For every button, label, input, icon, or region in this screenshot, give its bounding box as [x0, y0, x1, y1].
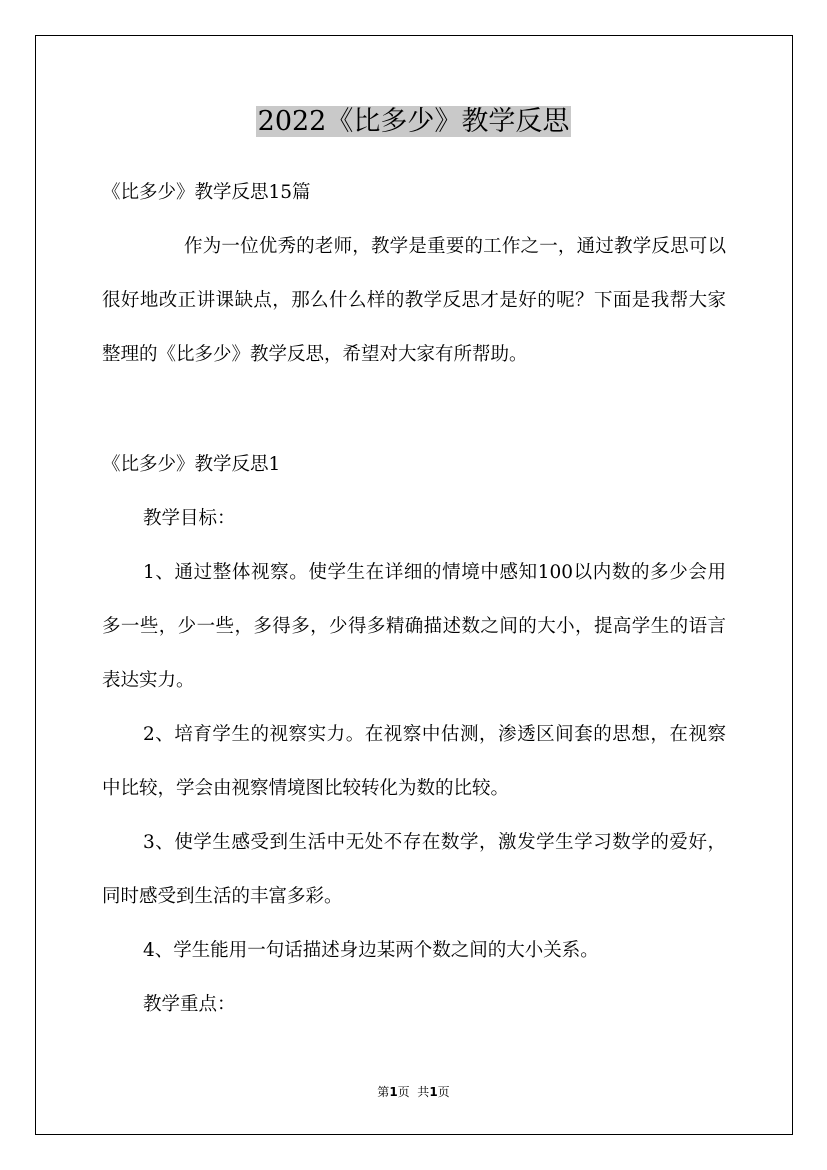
focus-label: 教学重点： — [143, 994, 236, 1015]
footer-mid: 页 共 — [397, 1085, 430, 1099]
document-subtitle: 《比多少》教学反思15篇 — [102, 182, 311, 203]
section-heading: 《比多少》教学反思1 — [102, 454, 281, 475]
intro-paragraph: 作为一位优秀的老师，教学是重要的工作之一，通过教学反思可以很好地改正讲课缺点，那么什么样的教学反思才是好的呢？下面是我帮大家整理的《比多少》教学反思，希望对大家有所帮助。 — [102, 236, 726, 365]
footer-suffix: 页 — [437, 1085, 450, 1099]
goal-item-2: 2、培育学生的视察实力。在视察中估测，渗透区间套的思想，在视察中比较，学会由视察情境图比较转化为数的比较。 — [102, 724, 726, 799]
goal-item-3: 3、使学生感受到生活中无处不存在数学，激发学生学习数学的爱好，同时感受到生活的丰富多彩。 — [102, 832, 726, 907]
document-title — [0, 100, 827, 144]
document-title-text: 2022《比多少》教学反思 — [257, 106, 570, 137]
footer-current-page: 1 — [389, 1085, 398, 1099]
footer-total-pages: 1 — [429, 1085, 438, 1099]
goal-item-1: 1、通过整体视察。使学生在详细的情境中感知100以内数的多少会用多一些，少一些，多得多，少得多精确描述数之间的大小，提高学生的语言表达实力。 — [102, 562, 726, 691]
page-number-footer — [0, 1083, 827, 1100]
footer-prefix: 第 — [377, 1085, 390, 1099]
goals-label: 教学目标： — [143, 508, 236, 529]
goal-item-4: 4、学生能用一句话描述身边某两个数之间的大小关系。 — [143, 940, 599, 961]
